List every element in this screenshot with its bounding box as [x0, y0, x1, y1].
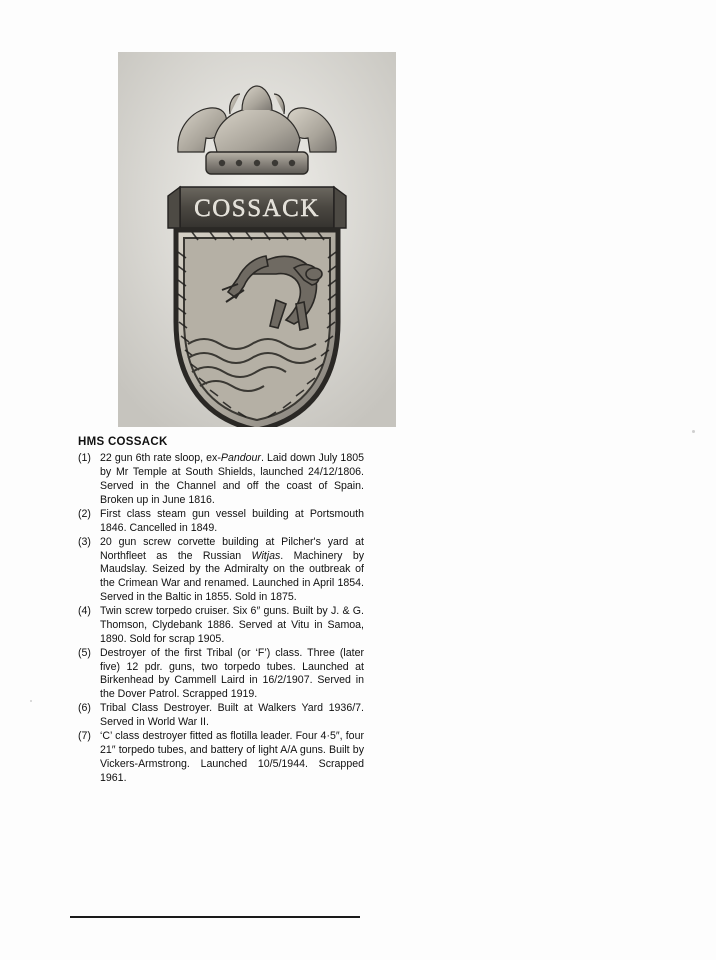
footer-rule — [70, 916, 360, 918]
scan-speck — [30, 700, 32, 702]
entry-item — [78, 508, 364, 536]
entry-item — [78, 647, 364, 703]
entry-item — [78, 452, 364, 508]
scan-speck — [692, 430, 695, 433]
entry-text: Destroyer of the first Tribal (or ‘F’) class. Three (later five) 12 pdr. guns, two torpedo tubes. Launched at Birkenhead by Cammell Laird in 16/2/1907. Served in the Dover Patrol. Scrapped 1919. — [100, 646, 364, 701]
entry-number: (6) — [78, 702, 91, 715]
entry-item — [78, 730, 364, 786]
entry-number: (3) — [78, 535, 91, 548]
entry-text: Tribal Class Destroyer. Built at Walkers Yard 1936/7. Served in World War II. — [100, 702, 364, 728]
entry-number: (7) — [78, 729, 91, 742]
entry-text: Twin screw torpedo cruiser. Six 6″ guns. Built by J. & G. Thomson, Clydebank 1886. Served at Vitu in Samoa, 1890. Sold for scrap 1905. — [100, 605, 364, 645]
entry-text: 22 gun 6th rate sloop, ex-Pandour. Laid down July 1805 by Mr Temple at South Shields, launched 24/12/1806. Served in the Channel and off the coast of Spain. Broken up in June 1816. — [100, 452, 364, 506]
entry-list — [78, 452, 364, 785]
entry-item — [78, 536, 364, 605]
entry-number: (1) — [78, 452, 91, 465]
entry-item — [78, 605, 364, 647]
entry-number: (4) — [78, 605, 91, 617]
entry-text: 20 gun screw corvette building at Pilcher's yard at Northfleet as the Russian Witjas. Machinery by Maudslay. Seized by the Admiralty on the outbreak of the Crimean War and renamed. Launched in April 1854. Served in the Baltic in 1855. Sold in 1875. — [100, 535, 365, 604]
entry-number: (2) — [78, 507, 91, 520]
entry-text: First class steam gun vessel building at Portsmouth 1846. Cancelled in 1849. — [100, 507, 364, 534]
page-title: HMS COSSACK — [78, 436, 168, 448]
crest-photo — [118, 52, 396, 427]
entry-number: (5) — [78, 646, 91, 659]
svg-text:COSSACK: COSSACK — [194, 195, 320, 222]
ship-crest-figure — [118, 52, 396, 427]
ship-crest-icon — [118, 52, 396, 427]
entry-text: ‘C’ class destroyer fitted as flotilla leader. Four 4·5″, four 21″ torpedo tubes, and battery of light A/A guns. Built by Vickers-Armstrong. Launched 10/5/1944. Scrapped 1961. — [100, 729, 364, 784]
entry-text-column — [78, 435, 364, 785]
entry-item — [78, 702, 364, 730]
